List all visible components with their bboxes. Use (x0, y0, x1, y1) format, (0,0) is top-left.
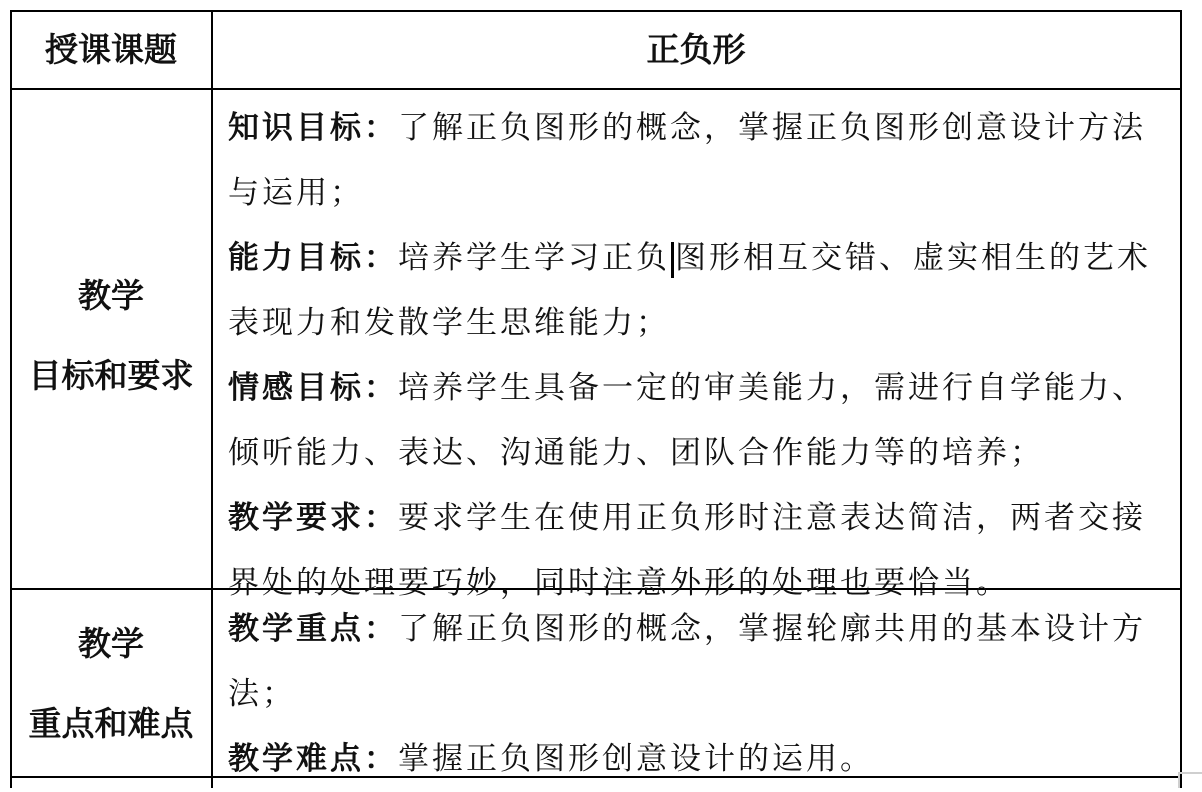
knowledge-goal-key: 知识目标： (228, 110, 398, 146)
emotion-goal-line1 (228, 356, 1178, 421)
requirement-text: 要求学生在使用正负形时注意表达简洁，两者交接 (398, 500, 1146, 536)
difficulty-text: 掌握正负图形创意设计的运用。 (398, 741, 874, 777)
ability-goal-text-b: 图形相互交错、虚实相生的艺术 (675, 240, 1151, 276)
focus-label-line1: 教学 (78, 624, 144, 663)
page-corner-mark (1178, 772, 1202, 788)
table-border-right (1180, 10, 1182, 788)
focus-label-line2: 重点和难点 (28, 704, 194, 743)
topic-label: 授课课题 (45, 30, 177, 69)
focus-content (228, 597, 1178, 792)
goals-content (228, 96, 1178, 616)
ability-goal-line2: 表现力和发散学生思维能力； (228, 305, 670, 341)
ability-goal-key: 能力目标： (228, 240, 398, 276)
key-point-key: 教学重点： (228, 611, 398, 647)
emotion-goal-line2: 倾听能力、表达、沟通能力、团队合作能力等的培养； (228, 435, 1044, 471)
knowledge-goal-line2: 与运用； (228, 175, 364, 211)
emotion-goal-text: 培养学生具备一定的审美能力，需进行自学能力、 (398, 370, 1146, 406)
table-rule-header (10, 88, 1182, 90)
key-point-line2: 法； (228, 676, 296, 712)
requirement-key: 教学要求： (228, 500, 398, 536)
goals-label-line1: 教学 (78, 276, 144, 315)
knowledge-goal-text: 了解正负图形的概念，掌握正负图形创意设计方法 (398, 110, 1146, 146)
goals-label-line2: 目标和要求 (28, 356, 194, 395)
requirement-line2: 界处的处理要巧妙，同时注意外形的处理也要恰当。 (228, 565, 1010, 601)
table-column-divider (211, 10, 213, 788)
knowledge-goal-line1 (228, 96, 1178, 161)
text-cursor (671, 242, 674, 278)
difficulty-key: 教学难点： (228, 741, 398, 777)
emotion-goal-key: 情感目标： (228, 370, 398, 406)
difficulty-line (228, 727, 1178, 792)
key-point-text: 了解正负图形的概念，掌握轮廓共用的基本设计方 (398, 611, 1146, 647)
topic-value: 正负形 (646, 30, 746, 69)
requirement-line1 (228, 486, 1178, 551)
ability-goal-line1 (228, 226, 1178, 291)
key-point-line1 (228, 597, 1178, 662)
ability-goal-text-a: 培养学生学习正负 (398, 240, 670, 276)
